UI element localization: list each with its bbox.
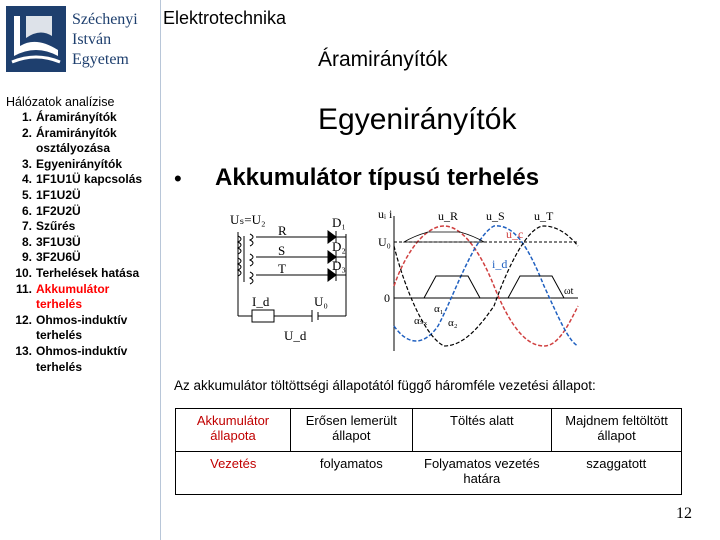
sidebar-item-number: 2. xyxy=(21,125,32,140)
sidebar-item-number: 12. xyxy=(15,312,32,327)
sidebar-item-label: Ohmos-induktív terhelés xyxy=(36,343,128,374)
sidebar-item-label: Ohmos-induktív terhelés xyxy=(36,312,128,343)
wave-label-uc: u_c xyxy=(506,227,524,241)
table-header-cell: Akkumulátor állapota xyxy=(176,409,291,452)
rectifier-diagram xyxy=(228,206,582,354)
sidebar-item[interactable] xyxy=(6,250,158,266)
sidebar-heading: Hálózatok analízise xyxy=(6,95,115,109)
sidebar-item-label: Szűrés xyxy=(36,219,76,234)
sidebar-item-number: 5. xyxy=(21,187,32,202)
university-line-1: Széchenyi xyxy=(72,11,138,28)
table-header-cell: Erősen lemerült állapot xyxy=(291,409,413,452)
university-line-2: István xyxy=(72,31,112,48)
sidebar-item-label: Terhelések hatása xyxy=(36,265,140,280)
university-logo xyxy=(6,6,66,72)
sidebar-item-number: 3. xyxy=(21,156,32,171)
page-title: Áramirányítók xyxy=(318,48,448,71)
sidebar-item-number: 13. xyxy=(15,343,32,358)
circuit-label-d2: D₂ xyxy=(332,239,346,254)
sidebar-item[interactable] xyxy=(6,344,158,375)
circuit-label-s: S xyxy=(278,243,286,258)
page-number: 12 xyxy=(676,505,692,522)
sidebar-item-number: 8. xyxy=(21,234,32,249)
sidebar-item-label: Áramirányítók xyxy=(36,110,117,124)
sidebar-item-number: 1. xyxy=(21,110,32,124)
circuit-label-u0: U₀ xyxy=(314,294,328,309)
sidebar-item-number: 7. xyxy=(21,219,32,234)
sidebar-item-number: 11. xyxy=(15,281,32,296)
bullet-marker: • xyxy=(174,166,182,191)
circuit-label-t: T xyxy=(278,261,286,276)
sidebar-item[interactable] xyxy=(6,235,158,251)
conduction-state-table xyxy=(175,408,682,495)
circuit-label-d3: D₃ xyxy=(332,258,346,273)
section-title: Egyenirányítók xyxy=(318,103,517,136)
course-title: Elektrotechnika xyxy=(163,8,287,28)
waveform-plot xyxy=(378,207,578,351)
sidebar-item[interactable] xyxy=(6,110,158,126)
sidebar-item[interactable] xyxy=(6,126,158,157)
sidebar-item[interactable] xyxy=(6,266,158,282)
table-cell: Folyamatos vezetés határa xyxy=(412,452,552,495)
university-line-3: Egyetem xyxy=(72,51,129,68)
wave-label-ui: uᵢ i xyxy=(378,207,393,221)
wave-label-a2: α₂ xyxy=(448,317,458,329)
sidebar-item-number: 4. xyxy=(21,172,32,187)
caption: Az akkumulátor töltöttségi állapotától függő háromféle vezetési állapot: xyxy=(174,378,596,393)
sidebar-nav xyxy=(6,110,158,375)
sidebar-item-label: Egyenirányítók xyxy=(36,156,123,171)
sidebar-item-label: 1F1U2Ü xyxy=(36,187,81,202)
table-cell: Vezetés xyxy=(176,452,291,495)
sidebar-item[interactable] xyxy=(6,313,158,344)
wave-label-a-sw: αₛₓ xyxy=(414,315,428,327)
circuit-schematic xyxy=(230,212,346,343)
sidebar-item[interactable] xyxy=(6,282,158,313)
sidebar-item-label: Akkumulátor terhelés xyxy=(36,281,110,312)
sidebar-item[interactable] xyxy=(6,204,158,220)
sidebar-item[interactable] xyxy=(6,157,158,173)
wave-label-id: i_d xyxy=(492,257,508,271)
table-cell: szaggatott xyxy=(552,452,682,495)
table-row xyxy=(176,452,682,495)
wave-label-ur: u_R xyxy=(438,209,459,223)
sidebar-item-label: 3F2U6Ü xyxy=(36,250,81,265)
circuit-label-us: Uₛ=U₂ xyxy=(230,212,266,227)
wave-label-zero: 0 xyxy=(384,291,390,305)
table-header-cell: Töltés alatt xyxy=(412,409,552,452)
wave-label-a1: α₁ xyxy=(434,303,444,315)
sidebar-item[interactable] xyxy=(6,172,158,188)
sidebar-item[interactable] xyxy=(6,188,158,204)
sidebar-item-label: Áramirányítók osztályozása xyxy=(36,125,117,156)
circuit-label-r: R xyxy=(278,223,287,238)
circuit-label-ud: U_d xyxy=(284,328,307,343)
sidebar-item-number: 6. xyxy=(21,203,32,218)
wave-label-u0: U₀ xyxy=(378,235,391,249)
sidebar-item-number: 10. xyxy=(15,265,32,280)
sidebar-item[interactable] xyxy=(6,219,158,235)
circuit-label-d1: D₁ xyxy=(332,215,346,230)
divider xyxy=(160,0,161,540)
sidebar-item-label: 3F1U3Ü xyxy=(36,234,81,249)
sidebar-item-label: 1F1U1Ü kapcsolás xyxy=(36,172,143,187)
university-name xyxy=(72,10,138,70)
table-header-cell: Majdnem feltöltött állapot xyxy=(552,409,682,452)
table-header-row xyxy=(176,409,682,452)
sidebar-item-number: 9. xyxy=(21,250,32,265)
wave-label-axis: ωt xyxy=(564,286,574,297)
bullet-heading: Akkumulátor típusú terhelés xyxy=(215,164,540,191)
circuit-label-id: I_d xyxy=(252,294,270,309)
table-cell: folyamatos xyxy=(291,452,413,495)
wave-label-ut: u_T xyxy=(534,209,554,223)
sidebar-item-label: 1F2U2Ü xyxy=(36,203,81,218)
wave-label-us: u_S xyxy=(486,209,505,223)
